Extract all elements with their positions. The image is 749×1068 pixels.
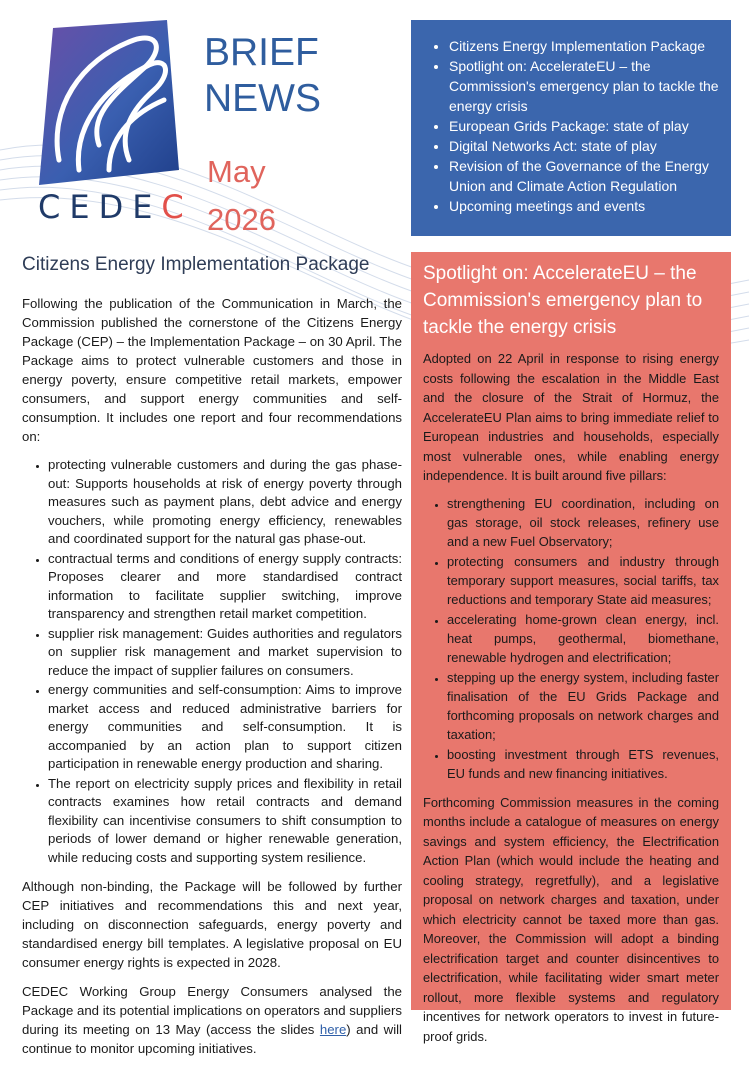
list-item: • protecting vulnerable customers and during the gas phase-out: Supports households at risk of energy poverty through measures such as payment plans, debt advice and energy vouchers, while promoting energy efficiency, renewables and coordinated support for the natural gas phase-out. bbox=[48, 456, 402, 549]
article-heading: Citizens Energy Implementation Package bbox=[22, 254, 370, 275]
toc-item[interactable]: • Upcoming meetings and events bbox=[449, 196, 719, 216]
toc-item[interactable]: • European Grids Package: state of play bbox=[449, 116, 719, 136]
edition-year: 2026 bbox=[207, 202, 276, 237]
spotlight-box bbox=[411, 252, 731, 1044]
spotlight-heading: Spotlight on: AccelerateEU – the Commission's emergency plan to tackle the energy crisis bbox=[423, 263, 703, 338]
article-intro: Following the publication of the Communication in March, the Commission published the cornerstone of the Citizens Energy Package (CEP) – the Implementation Package – on 30 April. The Package aims to protect vulnerable customers and those in energy poverty, ensure competitive retail markets, empower consumers, and support energy communities and self-consumption. It includes one report and four recommendations on: bbox=[22, 296, 402, 444]
list-item: • supplier risk management: Guides authorities and regulators on supplier risk management and market supervision to reduce the impact of supplier failures on consumers. bbox=[48, 625, 402, 681]
title-line-news: NEWS bbox=[204, 77, 321, 120]
list-item: • boosting investment through ETS revenues, EU funds and new financing initiatives. bbox=[447, 745, 719, 783]
article-citizens-energy bbox=[22, 254, 402, 1068]
list-item: • protecting consumers and industry through temporary support measures, social tariffs, tax reductions and temporary State aid measures; bbox=[447, 552, 719, 609]
toc-item[interactable]: • Citizens Energy Implementation Package bbox=[449, 36, 719, 56]
spotlight-pillar-list bbox=[423, 494, 719, 783]
spotlight-paragraph: Forthcoming Commission measures in the coming months include a catalogue of measures on energy savings and system efficiency, the Electrification Action Plan (which would include the heating and cooling strategy, regretfully), and a legislative proposal on network charges and taxation, under which electricity cannot be taxed more than gas. Moreover, the Commission will adopt a binding electrification target and counter disincentives to electrification, while facilitating wider smart meter rollout, more flexible systems and regulatory incentives for network operators to invest in future-proof grids. bbox=[423, 794, 719, 1044]
toc-item[interactable]: • Spotlight on: AccelerateEU – the Commission's emergency plan to tackle the energy crisis bbox=[449, 56, 719, 116]
cedec-logo bbox=[36, 20, 182, 190]
toc-item[interactable]: • Digital Networks Act: state of play bbox=[449, 136, 719, 156]
logo-wordmark-accent: C bbox=[161, 188, 193, 226]
spotlight-intro: Adopted on 22 April in response to rising energy costs following the escalation in the Middle East and the closure of the Strait of Hormuz, the AccelerateEU Plan aims to bring immediate relief to European industries and households, especially most vulnerable ones, while enabling energy independence. It is built around five pillars: bbox=[423, 351, 719, 483]
list-item: • strengthening EU coordination, including on gas storage, oil stock releases, refinery use and a new Fuel Observatory; bbox=[447, 494, 719, 551]
table-of-contents bbox=[411, 20, 731, 236]
logo-wordmark bbox=[38, 188, 193, 226]
list-item: • energy communities and self-consumption: Aims to improve market access and reduced administrative barriers for energy communities and self-consumption. It is accompanied by an action plan to support citizen participation in renewable energy production and sharing. bbox=[48, 681, 402, 774]
article-bullet-list bbox=[22, 456, 402, 867]
newsletter-title bbox=[204, 30, 321, 122]
edition-month: May bbox=[207, 154, 266, 189]
logo-mark-icon bbox=[39, 20, 179, 185]
article-paragraph-slides bbox=[22, 982, 402, 1058]
title-line-brief: BRIEF bbox=[204, 31, 319, 74]
list-item: • stepping up the energy system, including faster finalisation of the EU Grids Package and forthcoming proposals on network charges and taxation; bbox=[447, 668, 719, 744]
list-item: • accelerating home-grown clean energy, incl. heat pumps, geothermal, biomethane, renewable hydrogen and electrification; bbox=[447, 610, 719, 667]
article-paragraph: Although non-binding, the Package will be followed by further CEP initiatives and recommendations this and next year, including on disconnection safeguards, energy poverty and standardised energy bill templates. A legislative proposal on EU consumer energy rights is expected in 2028. bbox=[22, 879, 402, 970]
list-item: • contractual terms and conditions of energy supply contracts: Proposes clearer and more standardised contract information to facilitate supplier switching, improve transparency and strengthen retail market competition. bbox=[48, 550, 402, 624]
list-item: • The report on electricity supply prices and flexibility in retail contracts examines how retail contracts and demand flexibility can incentivise consumers to shift consumption to periods of lower demand or higher renewable generation, while reducing costs and supporting system resilience. bbox=[48, 775, 402, 868]
edition-date bbox=[207, 148, 276, 244]
slides-link[interactable]: here bbox=[319, 1022, 347, 1037]
logo-wordmark-text: CEDE bbox=[38, 188, 162, 226]
toc-item[interactable]: • Revision of the Governance of the Energy Union and Climate Action Regulation bbox=[449, 156, 719, 196]
slides-text-after: ) and will continue to monitor upcoming initiatives. bbox=[22, 1022, 402, 1056]
slides-text-before: CEDEC Working Group Energy Consumers analysed the Package and its potential implications on operators and suppliers during its meeting on 13 May (access the slides bbox=[22, 984, 402, 1037]
toc-list bbox=[429, 36, 719, 216]
